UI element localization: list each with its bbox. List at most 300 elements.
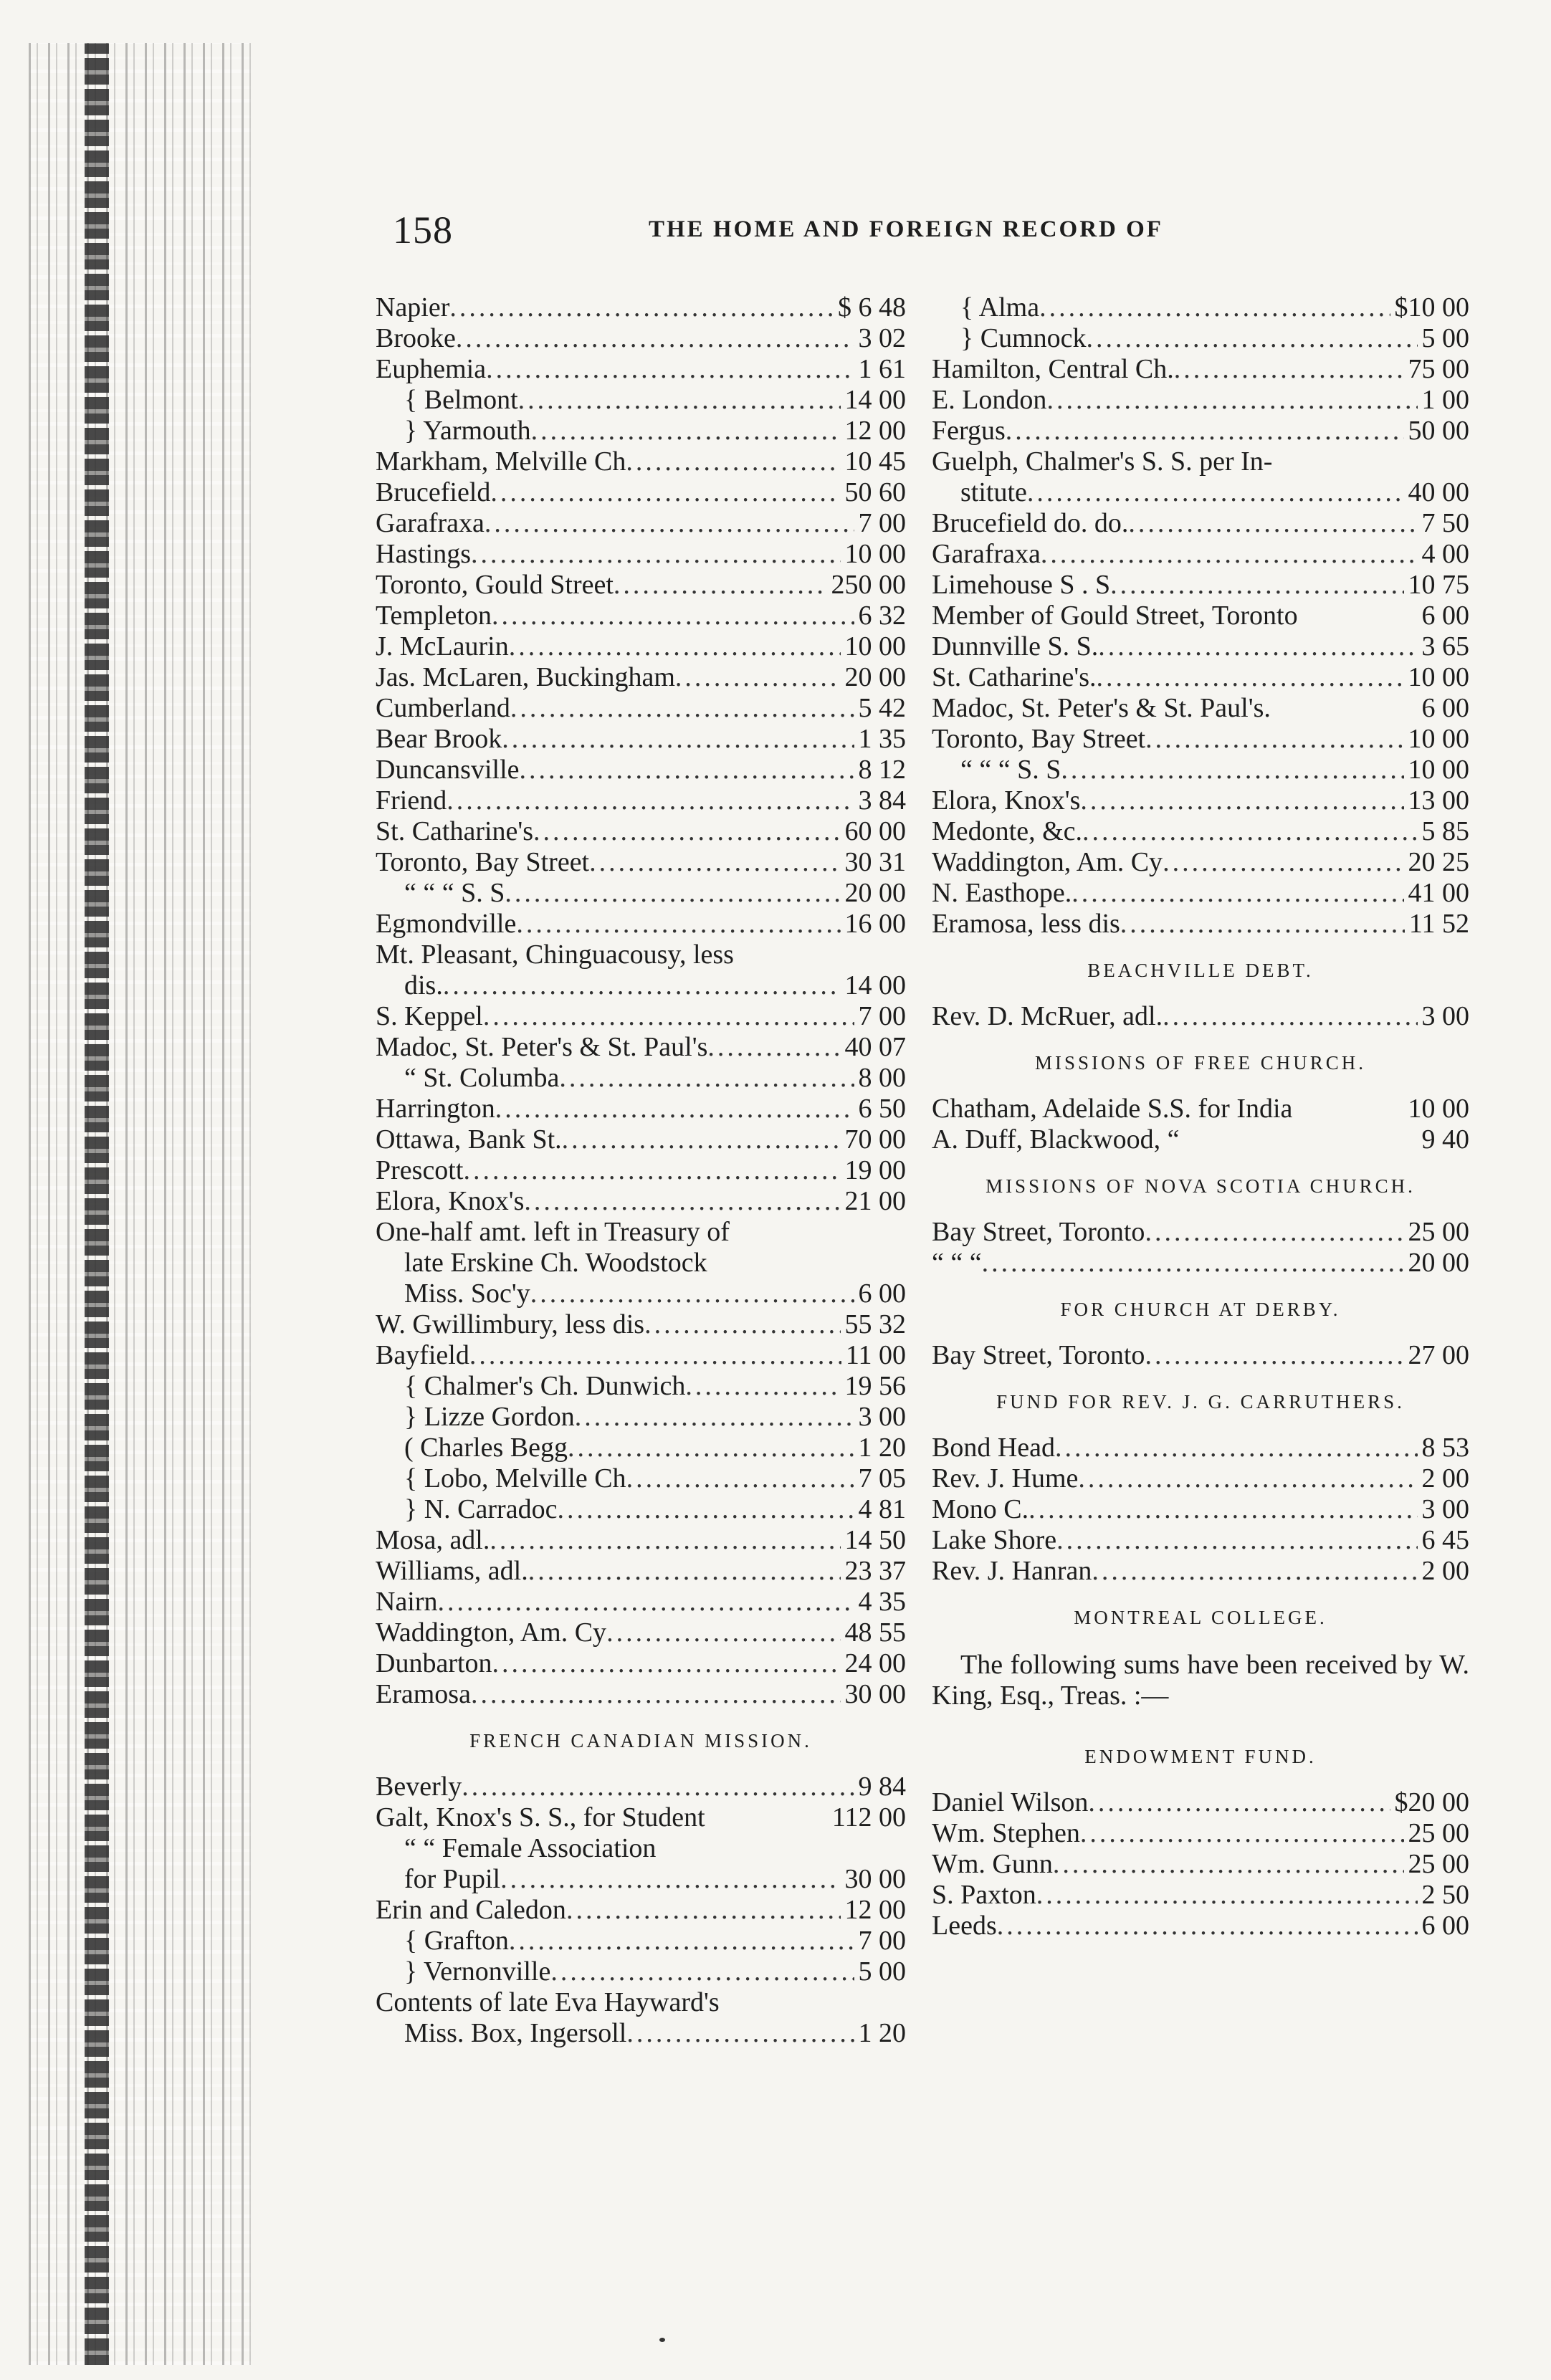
ledger-row: [376, 785, 906, 816]
entry-name: Leeds: [932, 1911, 997, 1941]
leader-dots: [471, 1679, 841, 1710]
ledger-row: [376, 1679, 906, 1710]
leader-dots: [490, 477, 840, 508]
ledger-row: [932, 1094, 1469, 1124]
entry-amount: 7 00: [858, 1926, 906, 1956]
leader-dots: [1145, 1217, 1403, 1248]
entry-amount: 40 00: [1408, 477, 1469, 507]
free-church-title: MISSIONS OF FREE CHURCH.: [1034, 1052, 1367, 1074]
entry-amount: 13 00: [1408, 785, 1469, 816]
entry-name: “ “ Female Association: [404, 1833, 657, 1863]
entry-name: Erin and Caledon: [376, 1895, 566, 1925]
ledger-row: [376, 1802, 906, 1833]
ledger-row: [376, 446, 906, 477]
ledger-row: [376, 2018, 906, 2049]
entry-amount: 21 00: [844, 1186, 906, 1216]
french-mission-title: FRENCH CANADIAN MISSION.: [469, 1730, 812, 1751]
entry-amount: 70 00: [844, 1124, 906, 1155]
entry-amount: 2 00: [1421, 1463, 1469, 1494]
entry-amount: 4 35: [858, 1587, 906, 1617]
entry-name: Eramosa, less dis: [932, 909, 1120, 939]
leader-dots: [1029, 1494, 1417, 1525]
leader-dots: [1078, 1463, 1417, 1494]
ledger-row: [932, 1001, 1469, 1032]
entry-amount: 4 81: [858, 1494, 906, 1524]
ledger-row: [932, 1494, 1469, 1525]
montreal-paragraph: The following sums have been received by W. King, Esq., Treas. :—: [932, 1650, 1469, 1711]
leader-dots: [1098, 631, 1417, 662]
entry-name: J. McLaurin: [376, 631, 509, 661]
ledger-row: [376, 1772, 906, 1802]
leader-dots: [483, 1001, 854, 1032]
leader-dots: [516, 909, 840, 940]
entry-amount: 6 50: [858, 1094, 906, 1124]
entry-name: One-half amt. left in Treasury of: [376, 1217, 730, 1247]
leader-dots: [530, 1279, 854, 1309]
entry-amount: 12 00: [844, 416, 906, 446]
page-number: 158: [393, 209, 453, 252]
leader-dots: [1087, 323, 1418, 354]
ledger-row: [376, 416, 906, 446]
ledger-row: [376, 1279, 906, 1309]
leader-dots: [500, 1864, 840, 1895]
entry-name: Wm. Stephen: [932, 1818, 1080, 1848]
french-mission-list: [376, 1772, 906, 2049]
leader-dots: [505, 878, 840, 909]
entry-amount: 40 07: [844, 1032, 906, 1062]
ledger-row: [932, 601, 1469, 631]
entry-name: Madoc, St. Peter's & St. Paul's: [376, 1032, 708, 1062]
entry-name: Friend: [376, 785, 447, 816]
entry-amount: 3 00: [1421, 1001, 1469, 1031]
entry-name: ( Charles Begg: [404, 1433, 568, 1463]
ledger-row: [932, 1525, 1469, 1556]
entry-amount: 8 53: [1421, 1433, 1469, 1463]
ledger-row: [376, 1956, 906, 1987]
entry-amount: 1 61: [858, 354, 906, 384]
entry-name: Miss. Soc'y: [404, 1279, 530, 1309]
leader-dots: [1128, 508, 1417, 539]
leader-dots: [1080, 1818, 1404, 1849]
entry-name: Napier: [376, 292, 450, 322]
ledger-row: [376, 878, 906, 909]
entry-amount: 10 00: [1408, 755, 1469, 785]
entry-name: Bay Street, Toronto: [932, 1217, 1145, 1247]
entry-name: Brucefield: [376, 477, 491, 507]
entry-amount: 7 05: [858, 1463, 906, 1494]
entry-amount: 10 45: [844, 446, 906, 477]
leader-dots: [568, 1433, 854, 1463]
entry-name: for Pupil: [404, 1864, 501, 1894]
ledger-row: [376, 724, 906, 755]
nova-scotia-title: MISSIONS OF NOVA SCOTIA CHURCH.: [986, 1175, 1416, 1197]
entry-amount: 6 45: [1421, 1525, 1469, 1555]
leader-dots: [462, 1772, 854, 1802]
ledger-row: [932, 1340, 1469, 1371]
ledger-row: [932, 292, 1469, 323]
leader-dots: [509, 631, 841, 662]
left-column: [376, 292, 906, 2049]
entry-amount: 6 32: [858, 601, 906, 631]
leader-dots: [1027, 477, 1404, 508]
entry-name: } Cumnock: [960, 323, 1087, 353]
leader-dots: [614, 570, 827, 601]
entry-amount: 1 00: [1421, 385, 1469, 415]
leader-dots: [626, 2018, 854, 2049]
entry-name: Daniel Wilson: [932, 1787, 1089, 1817]
ledger-row: [376, 1186, 906, 1217]
entry-amount: 7 50: [1421, 508, 1469, 538]
ledger-row: [376, 1217, 906, 1248]
entry-name: N. Easthope.: [932, 878, 1072, 908]
ledger-row: [932, 1433, 1469, 1463]
entry-name: Bond Head: [932, 1433, 1056, 1463]
ledger-row: [376, 662, 906, 693]
ledger-row: [376, 1494, 906, 1525]
leader-dots: [531, 416, 841, 446]
derby-title: FOR CHURCH AT DERBY.: [1060, 1299, 1341, 1320]
entry-amount: 19 00: [844, 1155, 906, 1185]
derby-list: [932, 1340, 1469, 1371]
entry-amount: 60 00: [844, 816, 906, 846]
entry-name: Templeton: [376, 601, 492, 631]
entry-name: Dunbarton: [376, 1648, 492, 1678]
entry-name: Member of Gould Street, Toronto: [932, 601, 1298, 631]
right-column: [932, 292, 1469, 1941]
entry-amount: 7 00: [858, 1001, 906, 1031]
entry-name: { Grafton: [404, 1926, 509, 1956]
ledger-row: [932, 724, 1469, 755]
ledger-row: [932, 477, 1469, 508]
entry-amount: 50 60: [844, 477, 906, 507]
entry-amount: 10 00: [1408, 662, 1469, 692]
leader-dots: [1097, 662, 1404, 693]
beachville-title: BEACHVILLE DEBT.: [1087, 960, 1314, 981]
entry-amount: 6 00: [858, 1279, 906, 1309]
leader-dots: [456, 323, 854, 354]
entry-amount: 14 00: [844, 385, 906, 415]
entry-name: dis.: [404, 970, 443, 1000]
ledger-row: [932, 755, 1469, 785]
entry-amount: 8 12: [858, 755, 906, 785]
endowment-list: [932, 1787, 1469, 1941]
ledger-row: [932, 878, 1469, 909]
ledger-row: [376, 909, 906, 940]
entry-name: Toronto, Bay Street: [376, 847, 590, 877]
leader-dots: [626, 446, 840, 477]
entry-amount: 11 00: [845, 1340, 906, 1370]
leader-dots: [1061, 755, 1403, 785]
leader-dots: [1145, 724, 1403, 755]
ledger-row: [376, 1155, 906, 1186]
leader-dots: [502, 724, 854, 755]
binding-shadow: [85, 43, 109, 2365]
leader-dots: [509, 1926, 854, 1956]
entry-name: Nairn: [376, 1587, 438, 1617]
ledger-row: [932, 631, 1469, 662]
ledger-row: [376, 354, 906, 385]
leader-dots: [1092, 1556, 1417, 1587]
leader-dots: [438, 1587, 854, 1617]
entry-name: Bay Street, Toronto: [932, 1340, 1145, 1370]
leader-dots: [1036, 1880, 1418, 1911]
ledger-row: [932, 1248, 1469, 1279]
ledger-row: [932, 416, 1469, 446]
entry-amount: 24 00: [844, 1648, 906, 1678]
entry-name: Prescott: [376, 1155, 464, 1185]
ledger-row: [932, 508, 1469, 539]
leader-dots: [1163, 847, 1403, 878]
leader-dots: [1174, 354, 1404, 385]
stray-ink-dot: [659, 2338, 665, 2342]
ledger-row: [932, 662, 1469, 693]
ledger-row: [932, 816, 1469, 847]
entry-amount: 14 00: [844, 970, 906, 1000]
leader-dots: [1056, 1525, 1417, 1556]
entry-name: { Belmont: [404, 385, 518, 415]
entry-amount: 250 00: [831, 570, 906, 600]
carruthers-title: FUND FOR REV. J. G. CARRUTHERS.: [996, 1391, 1405, 1413]
ledger-row: [376, 508, 906, 539]
entry-amount: 41 00: [1408, 878, 1469, 908]
ledger-row: [932, 909, 1469, 940]
leader-dots: [1082, 816, 1417, 847]
entry-name: Toronto, Bay Street: [932, 724, 1146, 754]
leader-dots: [1110, 570, 1403, 601]
entry-name: S. Keppel: [376, 1001, 483, 1031]
entry-amount: 10 00: [844, 539, 906, 569]
leader-dots: [1053, 1849, 1404, 1880]
entry-amount: 3 02: [858, 323, 906, 353]
entry-name: Beverly: [376, 1772, 462, 1802]
ledger-row: [376, 1648, 906, 1679]
entry-name: Madoc, St. Peter's & St. Paul's.: [932, 693, 1271, 723]
leader-dots: [1145, 1340, 1403, 1371]
entry-amount: $20 00: [1394, 1787, 1469, 1817]
ledger-row: [376, 1371, 906, 1402]
entry-name: Garafraxa: [376, 508, 485, 538]
entry-amount: 6 00: [1421, 601, 1469, 631]
ledger-row: [932, 446, 1469, 477]
leader-dots: [518, 385, 841, 416]
leader-dots: [644, 1309, 840, 1340]
ledger-row: [376, 1864, 906, 1895]
entry-amount: 25 00: [1408, 1849, 1469, 1879]
leader-dots: [1055, 1433, 1417, 1463]
entry-amount: 10 00: [1408, 1094, 1469, 1124]
ledger-row: [376, 601, 906, 631]
ledger-row: [376, 1433, 906, 1463]
leader-dots: [685, 1371, 840, 1402]
ledger-row: [376, 755, 906, 785]
entry-name: Brooke: [376, 323, 456, 353]
entry-name: Lake Shore: [932, 1525, 1057, 1555]
entry-amount: 48 55: [844, 1617, 906, 1648]
ledger-row: [376, 1926, 906, 1956]
ledger-row: [376, 1833, 906, 1864]
entry-name: Elora, Knox's: [376, 1186, 525, 1216]
leader-dots: [469, 1340, 841, 1371]
entry-name: St. Catharine's: [376, 816, 534, 846]
entry-amount: 10 75: [1408, 570, 1469, 600]
entry-amount: 3 65: [1421, 631, 1469, 661]
ledger-row: [376, 1124, 906, 1155]
ledger-row: [376, 1063, 906, 1094]
entry-amount: 3 00: [858, 1402, 906, 1432]
entry-amount: $ 6 48: [838, 292, 906, 322]
ledger-row: [376, 385, 906, 416]
ledger-row: [376, 1001, 906, 1032]
entry-amount: 1 20: [858, 1433, 906, 1463]
entry-name: Waddington, Am. Cy: [376, 1617, 607, 1648]
ledger-row: [376, 1895, 906, 1926]
ledger-row: [376, 1525, 906, 1556]
ledger-row: [932, 323, 1469, 354]
entry-name: } Yarmouth: [404, 416, 531, 446]
entry-amount: 20 00: [1408, 1248, 1469, 1278]
entry-name: Garafraxa: [932, 539, 1041, 569]
leader-dots: [463, 1155, 840, 1186]
ledger-row: [932, 1217, 1469, 1248]
leader-dots: [485, 508, 854, 539]
entry-name: Cumberland: [376, 693, 510, 723]
entry-amount: 112 00: [831, 1802, 906, 1832]
ledger-row: [932, 1818, 1469, 1849]
entry-name: Miss. Box, Ingersoll: [404, 2018, 627, 2048]
ledger-row: [376, 631, 906, 662]
entry-name: E. London: [932, 385, 1047, 415]
entry-name: Galt, Knox's S. S., for Student: [376, 1802, 705, 1832]
entry-name: { Alma: [960, 292, 1040, 322]
entry-name: Brucefield do. do.: [932, 508, 1129, 538]
entry-amount: 75 00: [1408, 354, 1469, 384]
ledger-row: [376, 970, 906, 1001]
leader-dots: [533, 816, 840, 847]
entry-name: Chatham, Adelaide S.S. for India: [932, 1094, 1293, 1124]
entry-name: Mosa, adl.: [376, 1525, 490, 1555]
entry-amount: 14 50: [844, 1525, 906, 1555]
entry-name: Rev. J. Hanran: [932, 1556, 1092, 1586]
entry-name: Williams, adl.: [376, 1556, 528, 1586]
scanned-spine-edge: [29, 43, 251, 2365]
entry-name: Fergus: [932, 416, 1006, 446]
entry-amount: 16 00: [844, 909, 906, 939]
entry-name: “ “ “ S. S: [404, 878, 505, 908]
leader-dots: [1088, 1787, 1390, 1818]
entry-amount: 2 50: [1421, 1880, 1469, 1910]
entry-name: Jas. McLaren, Buckingham: [376, 662, 675, 692]
ledger-row: [932, 539, 1469, 570]
entry-name: Eramosa: [376, 1679, 471, 1709]
ledger-row: [932, 1787, 1469, 1818]
ledger-row: [376, 1987, 906, 2018]
entry-amount: 4 00: [1421, 539, 1469, 569]
leader-dots: [562, 1124, 841, 1155]
entry-amount: 12 00: [844, 1895, 906, 1925]
entry-name: Hamilton, Central Ch.: [932, 354, 1174, 384]
leader-dots: [575, 1402, 854, 1433]
entry-amount: 3 84: [858, 785, 906, 816]
leader-dots: [559, 1063, 854, 1094]
entry-amount: 23 37: [844, 1556, 906, 1586]
entry-name: Euphemia: [376, 354, 487, 384]
entry-name: W. Gwillimbury, less dis: [376, 1309, 645, 1339]
entry-name: Ottawa, Bank St.: [376, 1124, 562, 1155]
entry-name: Toronto, Gould Street: [376, 570, 614, 600]
leader-dots: [492, 1648, 841, 1679]
ledger-row: [376, 1309, 906, 1340]
ledger-row: [376, 1248, 906, 1279]
entry-name: Limehouse S . S: [932, 570, 1111, 600]
entry-name: Rev. J. Hume: [932, 1463, 1079, 1494]
ledger-row: [376, 1340, 906, 1371]
entry-name: Hastings: [376, 539, 471, 569]
leader-dots: [550, 1956, 854, 1987]
ledger-row: [376, 1587, 906, 1617]
entry-name: } Lizze Gordon: [404, 1402, 575, 1432]
entry-amount: 5 00: [858, 1956, 906, 1987]
ledger-row: [376, 693, 906, 724]
leader-dots: [486, 354, 854, 385]
ledger-row: [376, 1617, 906, 1648]
entry-amount: 3 00: [1421, 1494, 1469, 1524]
entry-amount: 20 00: [844, 662, 906, 692]
entry-amount: 2 00: [1421, 1556, 1469, 1586]
leader-dots: [982, 1248, 1404, 1279]
entry-name: Mt. Pleasant, Chinguacousy, less: [376, 940, 734, 970]
entry-name: { Chalmer's Ch. Dunwich: [404, 1371, 686, 1401]
entry-amount: 6 00: [1421, 1911, 1469, 1941]
entry-name: Markham, Melville Ch: [376, 446, 626, 477]
leader-dots: [490, 1525, 840, 1556]
entry-amount: $10 00: [1394, 292, 1469, 322]
entry-amount: 1 20: [858, 2018, 906, 2048]
ledger-row: [932, 1880, 1469, 1911]
entry-amount: 1 35: [858, 724, 906, 754]
entry-amount: 10 00: [1408, 724, 1469, 754]
entry-name: Bear Brook: [376, 724, 502, 754]
entry-name: Rev. D. McRuer, adl.: [932, 1001, 1163, 1031]
entry-name: S. Paxton: [932, 1880, 1036, 1910]
leader-dots: [471, 539, 841, 570]
entry-amount: 27 00: [1408, 1340, 1469, 1370]
entry-name: Medonte, &c.: [932, 816, 1083, 846]
entry-amount: 7 00: [858, 508, 906, 538]
leader-dots: [1039, 292, 1390, 323]
entry-amount: 19 56: [844, 1371, 906, 1401]
entry-name: Elora, Knox's: [932, 785, 1081, 816]
leader-dots: [1072, 878, 1403, 909]
entry-name: A. Duff, Blackwood, “: [932, 1124, 1180, 1155]
left-ledger-list: [376, 292, 906, 1710]
ledger-row: [376, 539, 906, 570]
entry-amount: 50 00: [1408, 416, 1469, 446]
ledger-row: [376, 292, 906, 323]
leader-dots: [557, 1494, 854, 1525]
leader-dots: [443, 970, 841, 1001]
ledger-row: [376, 847, 906, 878]
leader-dots: [675, 662, 841, 693]
entry-amount: 8 00: [858, 1063, 906, 1093]
entry-name: stitute: [960, 477, 1027, 507]
ledger-row: [376, 1094, 906, 1124]
leader-dots: [1163, 1001, 1417, 1032]
endowment-title: ENDOWMENT FUND.: [1084, 1746, 1317, 1767]
leader-dots: [510, 693, 854, 724]
leader-dots: [707, 1032, 840, 1063]
entry-name: Contents of late Eva Hayward's: [376, 1987, 720, 2017]
leader-dots: [1041, 539, 1418, 570]
